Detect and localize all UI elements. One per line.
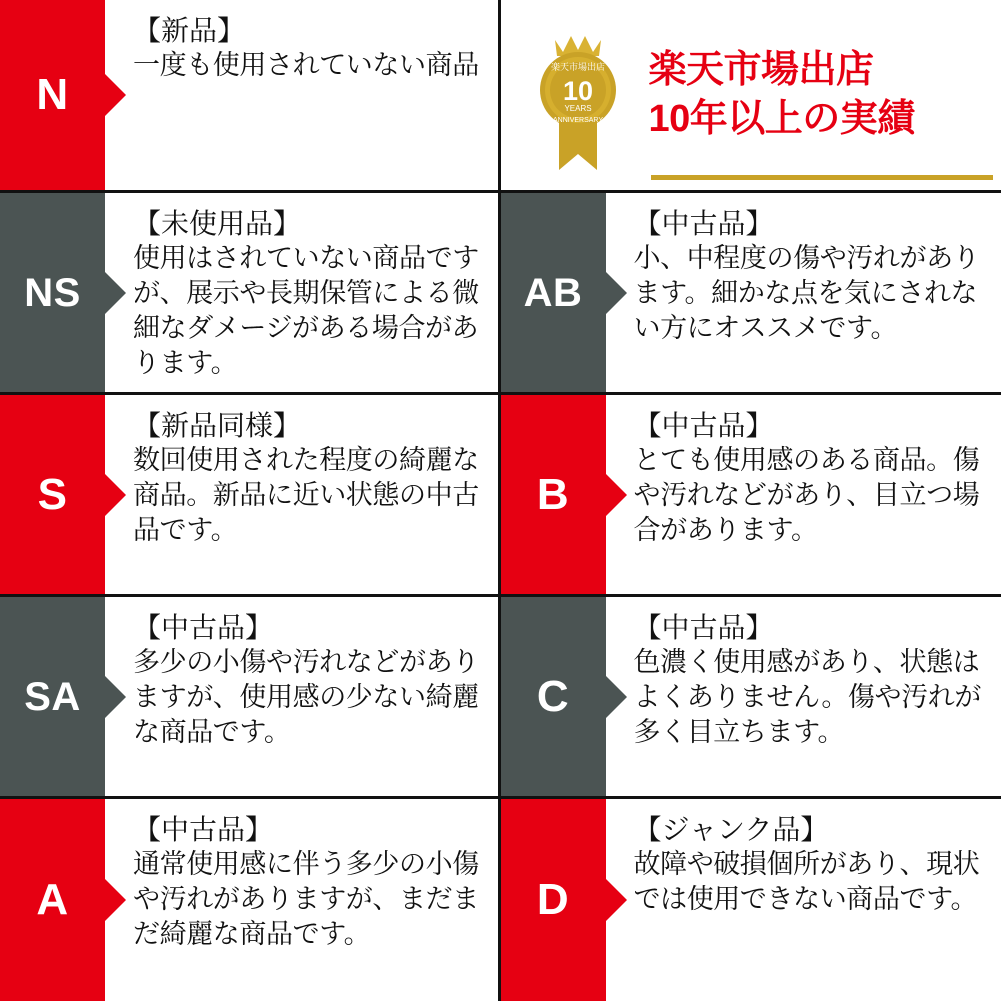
grade-description: 小、中程度の傷や汚れがあります。細かな点を気にされない方にオススメです。 bbox=[633, 243, 980, 344]
svg-text:YEARS: YEARS bbox=[563, 104, 592, 113]
svg-text:ANNIVERSARY: ANNIVERSARY bbox=[552, 117, 603, 124]
grade-text-ab bbox=[606, 193, 1001, 392]
grade-letter: NS bbox=[24, 270, 81, 315]
grade-text-ns bbox=[105, 193, 498, 392]
grade-title: 【中古品】 bbox=[633, 410, 774, 441]
badge-arrow-icon bbox=[104, 473, 126, 517]
grade-badge-d bbox=[501, 799, 606, 1001]
promo-cell bbox=[501, 0, 1001, 193]
promo-line-1: 楽天市場出店 bbox=[648, 49, 874, 92]
grade-letter: S bbox=[37, 469, 68, 519]
grade-cell-c bbox=[501, 597, 1001, 799]
grade-letter: A bbox=[36, 875, 69, 924]
10-years-anniversary-seal-icon bbox=[519, 20, 637, 170]
grade-description: 色濃く使用感があり、状態はよくありません。傷や汚れが多く目立ちます。 bbox=[633, 647, 981, 748]
grade-description: 一度も使用されていない商品 bbox=[133, 50, 479, 81]
grade-title: 【中古品】 bbox=[633, 208, 774, 239]
grade-title: 【中古品】 bbox=[633, 612, 774, 643]
grade-cell-ns bbox=[0, 193, 501, 395]
grade-text-d bbox=[606, 799, 1001, 1001]
grade-badge-c bbox=[501, 597, 606, 796]
grade-cell-b bbox=[501, 395, 1001, 597]
badge-arrow-icon bbox=[605, 675, 627, 719]
grade-description: 多少の小傷や汚れなどがありますが、使用感の少ない綺麗な商品です。 bbox=[133, 647, 479, 748]
grade-text-c bbox=[606, 597, 1001, 796]
grade-title: 【新品同様】 bbox=[133, 410, 302, 441]
promo-text bbox=[637, 46, 992, 143]
badge-arrow-icon bbox=[104, 73, 126, 117]
grade-letter: B bbox=[536, 469, 570, 519]
grade-letter: SA bbox=[24, 674, 81, 719]
grade-cell-d bbox=[501, 799, 1001, 1001]
grade-badge-sa bbox=[0, 597, 105, 796]
grade-cell-n bbox=[0, 0, 501, 193]
grade-cell-sa bbox=[0, 597, 501, 799]
grade-title: 【未使用品】 bbox=[133, 208, 302, 239]
grade-description: 使用はされていない商品ですが、展示や長期保管による微細なダメージがある場合があります。 bbox=[133, 243, 479, 379]
grade-letter: C bbox=[536, 671, 570, 721]
svg-text:10: 10 bbox=[562, 76, 593, 106]
grade-badge-ab bbox=[501, 193, 606, 392]
badge-arrow-icon bbox=[104, 675, 126, 719]
grade-badge-s bbox=[0, 395, 105, 594]
promo-banner bbox=[501, 0, 1001, 190]
badge-arrow-icon bbox=[605, 473, 627, 517]
badge-arrow-icon bbox=[605, 878, 627, 922]
grade-description: とても使用感のある商品。傷や汚れなどがあり、目立つ場合があります。 bbox=[633, 445, 980, 546]
svg-text:楽天市場出店: 楽天市場出店 bbox=[550, 62, 605, 72]
grade-cell-s bbox=[0, 395, 501, 597]
grade-text-sa bbox=[105, 597, 498, 796]
grade-badge-a bbox=[0, 799, 105, 1001]
promo-underline bbox=[651, 175, 994, 180]
grade-text-b bbox=[606, 395, 1001, 594]
grade-description: 数回使用された程度の綺麗な商品。新品に近い状態の中古品です。 bbox=[133, 445, 479, 546]
grade-badge-b bbox=[501, 395, 606, 594]
promo-line-2: 10年以上の実績 bbox=[648, 98, 915, 140]
badge-arrow-icon bbox=[104, 271, 126, 315]
grade-text-a bbox=[105, 799, 498, 1001]
grade-title: 【中古品】 bbox=[133, 612, 274, 643]
grade-description: 故障や破損個所があり、現状では使用できない商品です。 bbox=[633, 849, 980, 915]
grade-cell-ab bbox=[501, 193, 1001, 395]
grade-title: 【ジャンク品】 bbox=[633, 814, 829, 845]
grade-description: 通常使用感に伴う多少の小傷や汚れがありますが、まだまだ綺麗な商品です。 bbox=[133, 849, 479, 950]
grade-title: 【中古品】 bbox=[133, 814, 274, 845]
badge-arrow-icon bbox=[104, 878, 126, 922]
grade-text-n bbox=[105, 0, 498, 190]
badge-arrow-icon bbox=[605, 271, 627, 315]
grade-badge-ns bbox=[0, 193, 105, 392]
grade-letter: D bbox=[536, 875, 570, 924]
grade-letter: N bbox=[36, 70, 69, 119]
grade-badge-n bbox=[0, 0, 105, 190]
grade-letter: AB bbox=[523, 270, 583, 315]
grade-cell-a bbox=[0, 799, 501, 1001]
grade-text-s bbox=[105, 395, 498, 594]
grade-title: 【新品】 bbox=[133, 15, 246, 46]
